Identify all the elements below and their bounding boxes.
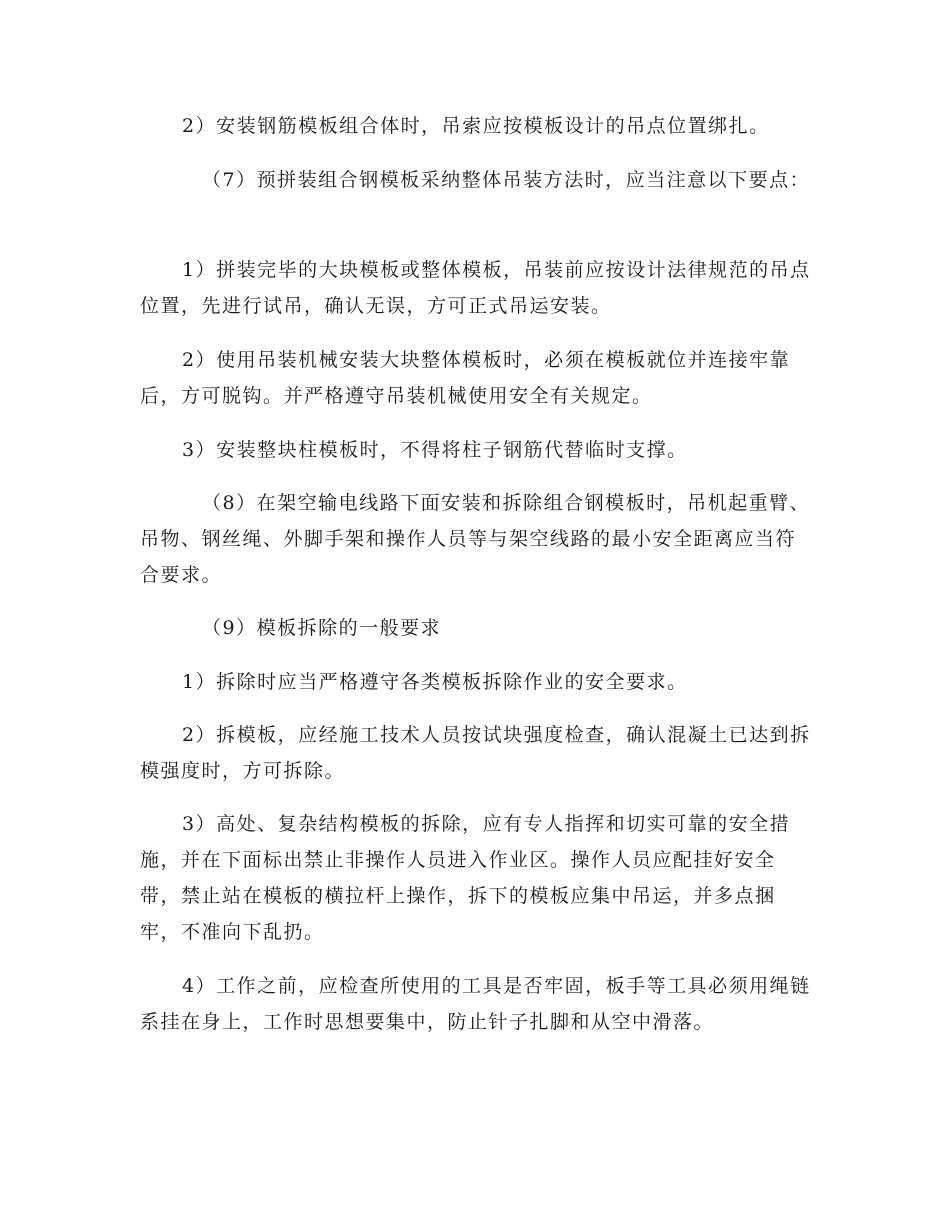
paragraph-removal-item-2: 2）拆模板，应经施工技术人员按试块强度检查，确认混凝土已达到拆模强度时，方可拆除。 xyxy=(140,724,811,782)
paragraph-section-9: （9）模板拆除的一般要求 xyxy=(202,617,442,639)
paragraph-section-8: （8）在架空输电线路下面安装和拆除组合钢模板时，吊机起重臂、吊物、钢丝绳、外脚手架和操作人员等与架空线路的最小安全距离应当符合要求。 xyxy=(140,492,811,586)
paragraph-item-2-lifting: 2）使用吊装机械安装大块整体模板时，必须在模板就位并连接牢靠后，方可脱钩。并严格遵守吊装机械使用安全有关规定。 xyxy=(140,349,791,407)
paragraph-removal-item-1: 1）拆除时应当严格遵守各类模板拆除作业的安全要求。 xyxy=(182,671,688,693)
paragraph-removal-item-3: 3）高处、复杂结构模板的拆除，应有专人指挥和切实可靠的安全措施，并在下面标出禁止非操作人员进入作业区。操作人员应配挂好安全带，禁止站在模板的横拉杆上操作，拆下的模板应集中吊运，并多点捆牢，不准向下乱扔。 xyxy=(140,813,791,943)
paragraph-section-7: （7）预拼装组合钢模板采纳整体吊装方法时，应当注意以下要点： xyxy=(202,169,811,191)
paragraph-install-rebar-template: 2）安装钢筋模板组合体时，吊索应按模板设计的吊点位置绑扎。 xyxy=(182,115,770,137)
paragraph-item-3-column: 3）安装整块柱模板时，不得将柱子钢筋代替临时支撑。 xyxy=(182,439,688,461)
paragraph-removal-item-4: 4）工作之前，应检查所使用的工具是否牢固，板手等工具必须用绳链系挂在身上，工作时思想要集中，防止针子扎脚和从空中滑落。 xyxy=(140,975,811,1033)
paragraph-item-1-assembly: 1）拼装完毕的大块模板或整体模板，吊装前应按设计法律规范的吊点位置，先进行试吊，确认无误，方可正式吊运安装。 xyxy=(140,259,811,317)
